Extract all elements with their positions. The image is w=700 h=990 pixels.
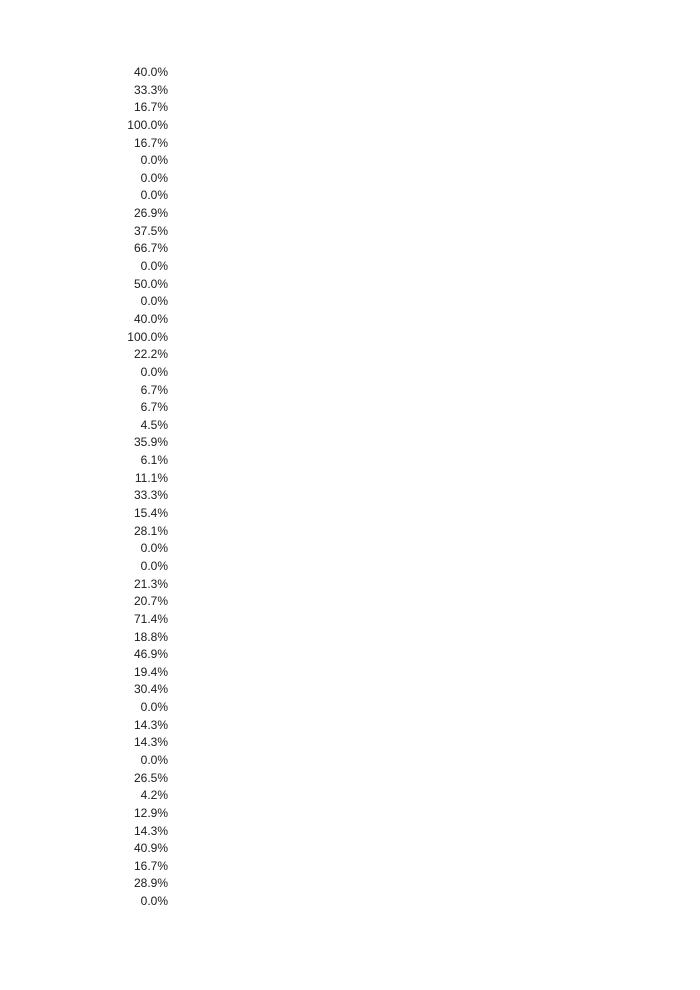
percent-value: 0.0% xyxy=(140,894,168,909)
percent-value: 4.2% xyxy=(140,788,168,803)
percent-value: 100.0% xyxy=(127,329,168,344)
percent-value: 0.0% xyxy=(140,294,168,309)
percent-value: 21.3% xyxy=(133,576,168,591)
percent-value: 0.0% xyxy=(140,364,168,379)
percent-value: 14.3% xyxy=(133,735,168,750)
percent-value: 33.3% xyxy=(133,82,168,97)
percent-value: 16.7% xyxy=(133,858,168,873)
percent-value: 11.1% xyxy=(134,470,168,485)
percent-value: 35.9% xyxy=(133,435,168,450)
percent-value: 46.9% xyxy=(133,647,168,662)
percent-value: 30.4% xyxy=(133,682,168,697)
percent-value: 19.4% xyxy=(133,664,168,679)
percent-value: 12.9% xyxy=(133,805,168,820)
percent-value: 18.8% xyxy=(133,629,168,644)
percent-value: 4.5% xyxy=(140,417,168,432)
percent-value: 100.0% xyxy=(127,117,168,132)
percent-value: 0.0% xyxy=(140,752,168,767)
percent-value: 0.0% xyxy=(140,170,168,185)
percent-value: 0.0% xyxy=(140,188,168,203)
percent-value: 20.7% xyxy=(133,594,168,609)
percent-value: 0.0% xyxy=(140,541,168,556)
percent-value: 14.3% xyxy=(133,823,168,838)
percent-value: 26.5% xyxy=(133,770,168,785)
percent-value: 6.1% xyxy=(140,453,168,468)
percent-value: 28.1% xyxy=(133,523,168,538)
percent-value: 6.7% xyxy=(140,382,168,397)
percent-value: 26.9% xyxy=(133,206,168,221)
percent-value: 22.2% xyxy=(133,347,168,362)
percent-value: 0.0% xyxy=(140,700,168,715)
percent-value: 15.4% xyxy=(133,506,168,521)
percent-column xyxy=(68,64,168,911)
percent-value: 40.9% xyxy=(133,841,168,856)
percent-value: 66.7% xyxy=(133,241,168,256)
percent-value: 0.0% xyxy=(140,153,168,168)
percent-value: 6.7% xyxy=(140,400,168,415)
percent-value: 28.9% xyxy=(133,876,168,891)
percent-value: 33.3% xyxy=(133,488,168,503)
percent-value: 40.0% xyxy=(133,311,168,326)
percent-value: 37.5% xyxy=(133,223,168,238)
percent-value: 14.3% xyxy=(133,717,168,732)
percent-value: 50.0% xyxy=(133,276,168,291)
percent-value: 40.0% xyxy=(133,65,168,79)
percent-value: 16.7% xyxy=(133,135,168,150)
percent-value: 0.0% xyxy=(140,558,168,573)
percent-value: 71.4% xyxy=(133,611,168,626)
percent-value: 16.7% xyxy=(133,100,168,115)
percent-value: 0.0% xyxy=(140,259,168,274)
